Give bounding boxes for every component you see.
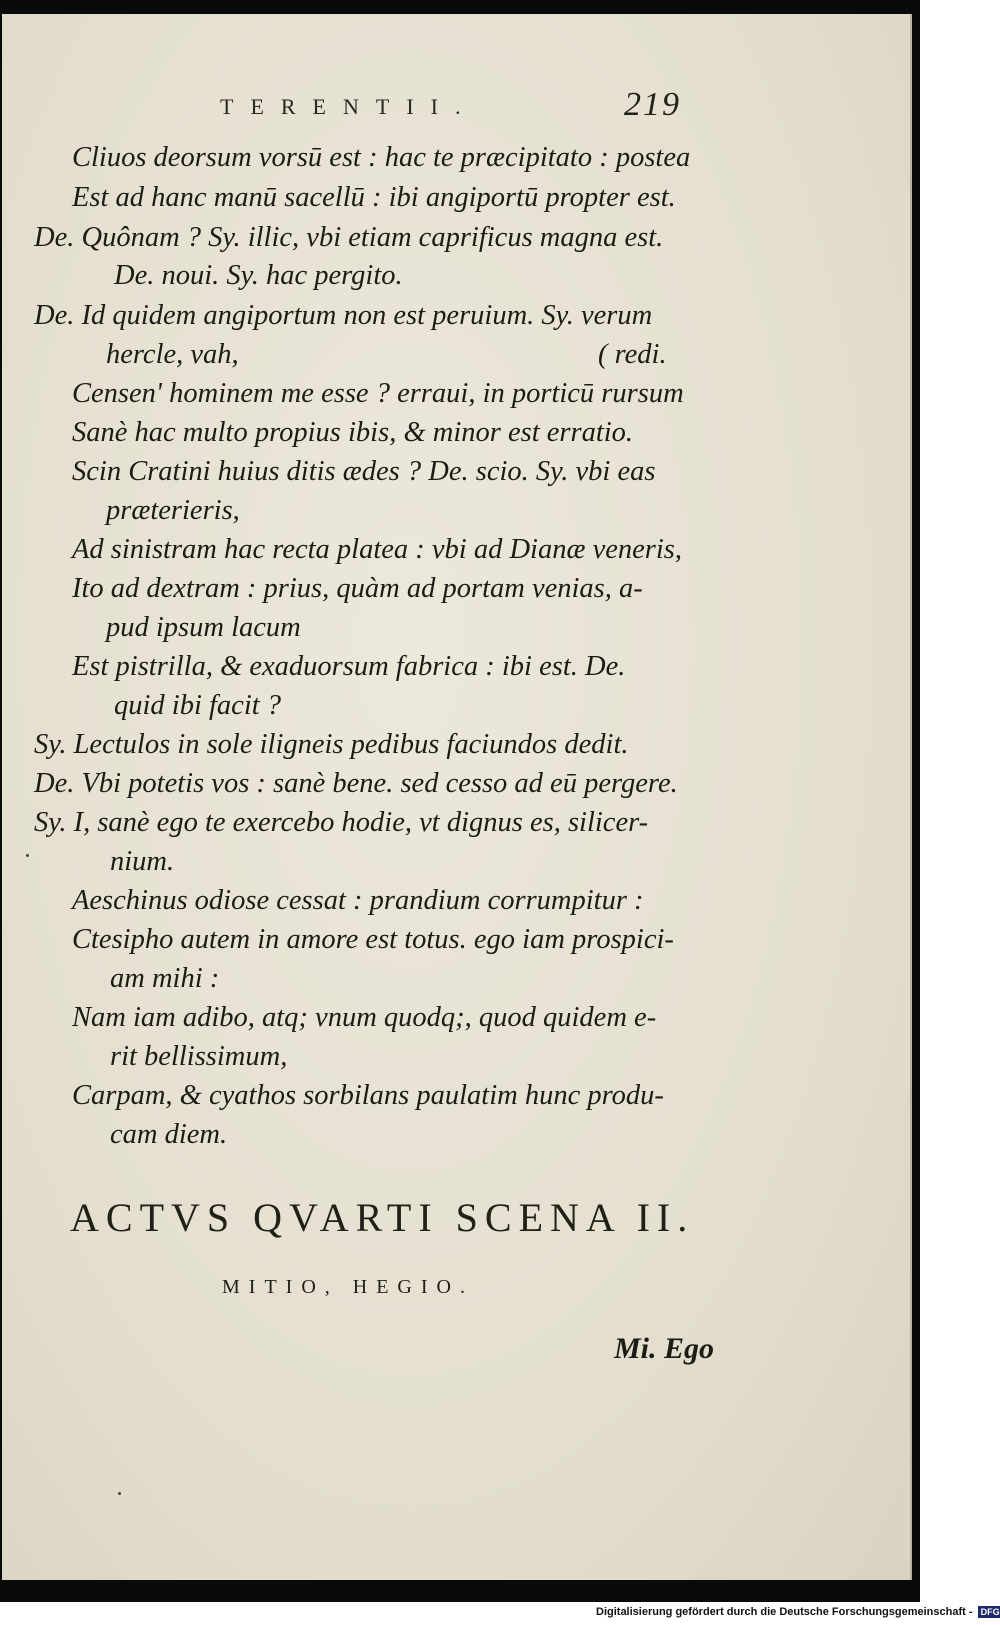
verse-line: Sy. Lectulos in sole iligneis pedibus faciundos dedit. [34, 729, 629, 760]
verse-line: Nam iam adibo, atq; vnum quodq;, quod quidem e- [72, 1002, 657, 1033]
verse-line: rit bellissimum, [110, 1041, 288, 1072]
verse-line: De. Vbi potetis vos : sanè bene. sed cesso ad eū pergere. [34, 768, 678, 799]
verse-line: pud ipsum lacum [106, 612, 301, 643]
verse-line: Aeschinus odiose cessat : prandium corrumpitur : [72, 885, 644, 916]
verse-line: hercle, vah, [106, 339, 239, 370]
verse-line: Censen' hominem me esse ? erraui, in porticū rursum [72, 378, 684, 409]
verse-line: Ctesipho autem in amore est totus. ego iam prospici- [72, 924, 674, 955]
verse-line: am mihi : [110, 963, 220, 994]
verse-line: Sy. I, sanè ego te exercebo hodie, vt dignus es, silicer- [34, 807, 649, 838]
verse-line: cam diem. [110, 1119, 228, 1150]
verse-line: Ito ad dextram : prius, quàm ad portam venias, a- [72, 573, 643, 604]
catchword: Mi. Ego [614, 1332, 715, 1365]
verse-line: Ad sinistram hac recta platea : vbi ad Dianæ veneris, [72, 534, 683, 565]
verse-line: Est ad hanc manū sacellū : ibi angiportū propter est. [72, 182, 676, 213]
book-page [2, 14, 912, 1580]
verse-line: nium. [110, 846, 175, 877]
credit-text: Digitalisierung gefördert durch die Deutsche Forschungsgemeinschaft - [596, 1606, 973, 1618]
paper-speck [118, 1492, 121, 1495]
verse-line: Cliuos deorsum vorsū est : hac te præcipitato : postea [72, 142, 691, 173]
digitization-credit [596, 1606, 1000, 1618]
verse-line-turnover: ( redi. [598, 339, 667, 370]
act-scene-heading: ACTVS QVARTI SCENA II. [70, 1195, 695, 1240]
verse-line: præterieris, [106, 495, 240, 526]
verse-line: De. Quônam ? Sy. illic, vbi etiam caprificus magna est. [34, 222, 664, 253]
verse-line: Sanè hac multo propius ibis, & minor est erratio. [72, 417, 634, 448]
verse-line: De. Id quidem angiportum non est peruium. Sy. verum [34, 300, 653, 331]
page-number: 219 [624, 86, 681, 123]
verse-line: Est pistrilla, & exaduorsum fabrica : ibi est. De. [72, 651, 626, 682]
running-head [2, 86, 910, 126]
verse-line: Carpam, & cyathos sorbilans paulatim hunc produ- [72, 1080, 664, 1111]
verse-line: De. noui. Sy. hac pergito. [114, 260, 403, 291]
verse-line: Scin Cratini huius ditis ædes ? De. scio. Sy. vbi eas [72, 456, 656, 487]
paper-speck [26, 854, 29, 857]
scene-persons: MITIO, HEGIO. [222, 1276, 474, 1298]
running-head-title: TERENTII. [220, 94, 478, 119]
verse-line: quid ibi facit ? [114, 690, 282, 721]
dfg-logo: DFG [978, 1606, 1000, 1618]
